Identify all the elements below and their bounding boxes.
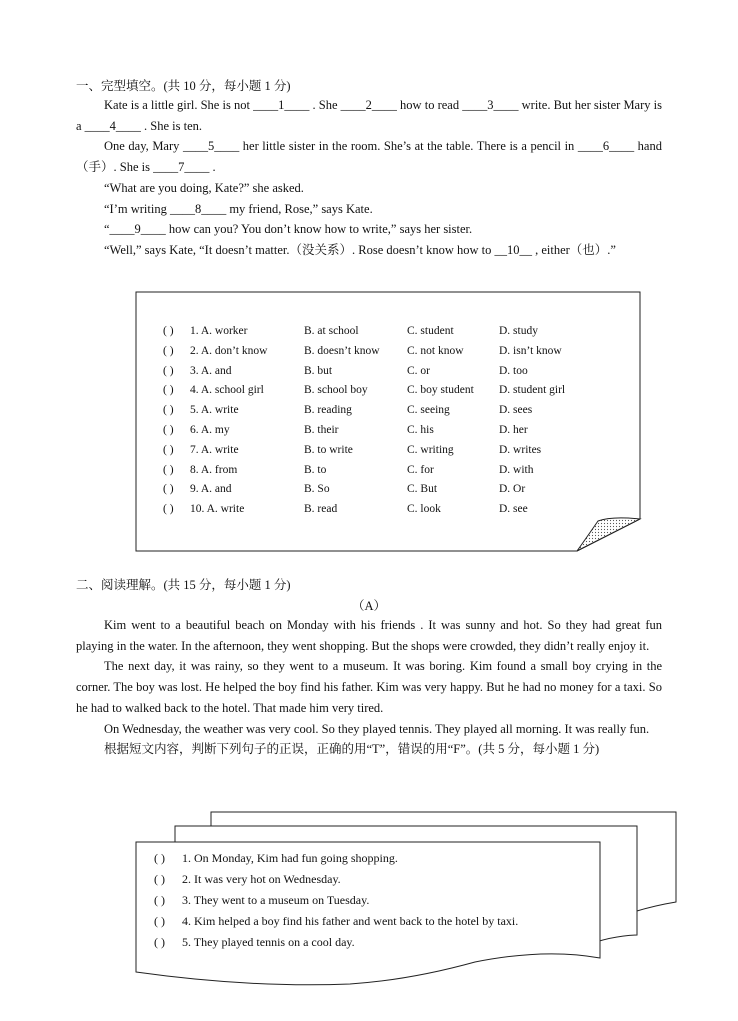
answer-blank[interactable]: ( ) xyxy=(154,893,165,907)
passage-paragraph: “Well,” says Kate, “It doesn’t matter.（没关系）. Rose doesn’t know how to __10__ , either（也）.” xyxy=(104,242,616,257)
option-d: D. sees xyxy=(499,404,533,417)
option-c: C. writing xyxy=(407,443,454,456)
answer-blank[interactable]: ( ) xyxy=(163,344,174,357)
option-a: 2. A. don’t know xyxy=(190,344,268,357)
statement-text: 2. It was very hot on Wednesday. xyxy=(182,872,341,886)
option-c: C. or xyxy=(407,364,430,377)
option-a: 1. A. worker xyxy=(190,325,248,337)
option-c: C. boy student xyxy=(407,384,474,397)
answer-blank[interactable]: ( ) xyxy=(154,935,165,949)
option-a: 9. A. and xyxy=(190,483,232,496)
option-a: 4. A. school girl xyxy=(190,384,264,397)
passage-paragraph: Kate is a little girl. She is not ____1____ . She ____2____ how to read ____3____ write. But her sister Mary is a ____4____ . She is ten. xyxy=(76,98,662,133)
answer-blank[interactable]: ( ) xyxy=(163,364,174,377)
option-d: D. too xyxy=(499,364,528,377)
answer-blank[interactable]: ( ) xyxy=(163,503,174,516)
option-c: C. student xyxy=(407,325,454,337)
option-d: D. see xyxy=(499,503,528,516)
answer-blank[interactable]: ( ) xyxy=(163,443,174,456)
option-b: B. to xyxy=(304,463,327,476)
option-b: B. reading xyxy=(304,404,352,417)
section2-title: 二、阅读理解。(共 15 分，每小题 1 分) xyxy=(76,578,291,592)
section1-title: 一、完型填空。(共 10 分，每小题 1 分) xyxy=(76,79,291,93)
option-c: C. his xyxy=(407,423,434,436)
option-b: B. but xyxy=(304,364,333,377)
reading-passage xyxy=(76,615,662,760)
answer-blank[interactable]: ( ) xyxy=(154,872,165,886)
answer-blank[interactable]: ( ) xyxy=(163,404,174,417)
option-d: D. Or xyxy=(499,483,526,496)
option-c: C. seeing xyxy=(407,404,450,417)
passage-paragraph: “I’m writing ____8____ my friend, Rose,” says Kate. xyxy=(104,201,373,216)
answer-blank[interactable]: ( ) xyxy=(163,325,174,337)
option-d: D. her xyxy=(499,423,528,436)
option-d: D. student girl xyxy=(499,384,566,397)
option-b: B. read xyxy=(304,503,338,516)
passage-paragraph: “What are you doing, Kate?” she asked. xyxy=(104,180,304,195)
option-a: 8. A. from xyxy=(190,463,238,476)
part-a-label: （A） xyxy=(351,599,387,613)
passage-paragraph: The next day, it was rainy, so they went to a museum. It was boring. Kim found a small boy crying in the corner. The boy was lost. He helped the boy find his father. Kim was very happy. But he had no money for a taxi. So he had to walked back to the hotel. That made him very tired. xyxy=(76,659,662,715)
option-d: D. study xyxy=(499,325,538,337)
option-a: 6. A. my xyxy=(190,423,230,436)
answer-blank[interactable]: ( ) xyxy=(163,384,174,397)
option-d: D. writes xyxy=(499,443,542,456)
answer-blank[interactable]: ( ) xyxy=(154,914,165,928)
passage-paragraph: One day, Mary ____5____ her little sister in the room. She’s at the table. There is a pencil in ____6____ hand（手）. She is ____7____ . xyxy=(76,139,662,175)
option-d: D. with xyxy=(499,463,534,476)
option-b: B. doesn’t know xyxy=(304,344,380,357)
option-a: 10. A. write xyxy=(190,503,245,516)
answer-blank[interactable]: ( ) xyxy=(163,463,174,476)
option-b: B. at school xyxy=(304,325,359,337)
option-c: C. for xyxy=(407,463,434,476)
passage-paragraph: “____9____ how can you? You don’t know how to write,” says her sister. xyxy=(104,222,473,237)
statement-text: 3. They went to a museum on Tuesday. xyxy=(182,893,370,907)
answer-blank[interactable]: ( ) xyxy=(163,483,174,496)
option-d: D. isn’t know xyxy=(499,344,562,357)
option-b: B. to write xyxy=(304,443,353,456)
statement-text: 5. They played tennis on a cool day. xyxy=(182,935,355,949)
option-a: 5. A. write xyxy=(190,404,239,417)
statement-text: 4. Kim helped a boy find his father and went back to the hotel by taxi. xyxy=(182,914,519,928)
option-c: C. But xyxy=(407,483,438,496)
passage-paragraph: Kim went to a beautiful beach on Monday with his friends . It was sunny and hot. So they had great fun playing in the water. In the afternoon, they went shopping. But the shops were crowded, they didn’t really enjoy it. xyxy=(76,618,662,653)
answer-blank[interactable]: ( ) xyxy=(154,851,165,865)
option-b: B. school boy xyxy=(304,384,368,397)
tf-instructions: 根据短文内容，判断下列句子的正误，正确的用“T”，错误的用“F”。(共 5 分，每小题 1 分) xyxy=(104,742,600,757)
option-c: C. not know xyxy=(407,344,464,357)
option-b: B. So xyxy=(304,483,330,496)
answer-blank[interactable]: ( ) xyxy=(163,423,174,436)
option-b: B. their xyxy=(304,423,339,436)
option-a: 3. A. and xyxy=(190,364,232,377)
option-a: 7. A. write xyxy=(190,443,239,456)
passage-paragraph: On Wednesday, the weather was very cool. So they played tennis. They played all morning. It was really fun. xyxy=(104,721,650,736)
statement-text: 1. On Monday, Kim had fun going shopping. xyxy=(182,851,398,865)
option-c: C. look xyxy=(407,503,441,516)
